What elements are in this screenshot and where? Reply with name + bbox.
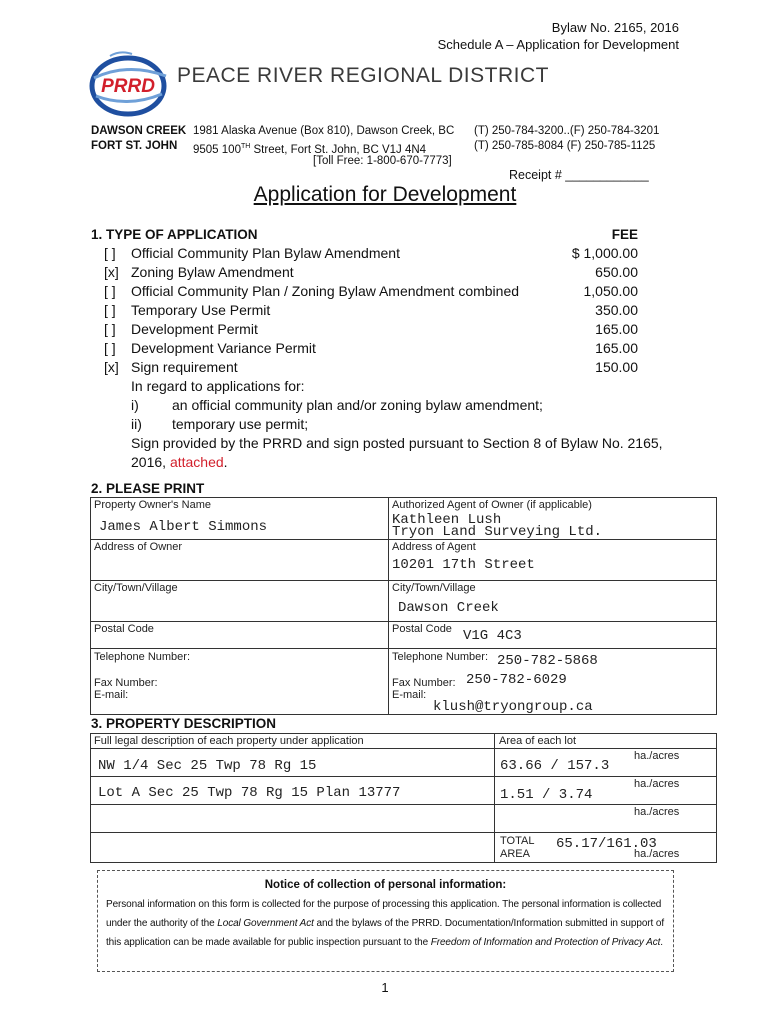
total-area-unit: ha./acres — [634, 848, 680, 860]
agent-city-field[interactable]: Dawson Creek — [398, 600, 499, 616]
fort-st-john-address: 9505 100TH Street, Fort St. John, BC V1J 4N4 — [193, 143, 427, 156]
area-label: Area of each lot — [499, 735, 577, 747]
application-fee: $ 1,000.00 — [571, 245, 638, 261]
attached-link[interactable]: attached — [169, 454, 224, 470]
agent-phone-label: Telephone Number: — [392, 651, 489, 663]
fort-st-john-phone: (T) 250-785-8084 (F) 250-785-1125 — [474, 140, 656, 152]
legal-description-label: Full legal description of each property under application — [94, 735, 364, 747]
notice-title: Notice of collection of personal information: — [264, 879, 507, 891]
section3-heading: 3. PROPERTY DESCRIPTION — [91, 716, 277, 731]
owner-name-field[interactable]: James Albert Simmons — [99, 519, 268, 535]
total-area-field[interactable]: 65.17/161.03 — [556, 836, 657, 852]
agent-label: Authorized Agent of Owner (if applicable) — [392, 499, 592, 511]
organization-name: PEACE RIVER REGIONAL DISTRICT — [177, 64, 549, 87]
application-fee: 650.00 — [595, 264, 638, 280]
agent-address-label: Address of Agent — [392, 541, 476, 553]
dawson-creek-label: DAWSON CREEK — [91, 125, 187, 137]
fort-st-john-label: FORT ST. JOHN — [91, 140, 178, 152]
fee-heading: FEE — [611, 227, 638, 242]
agent-phone-field[interactable]: 250-782-5868 — [497, 653, 598, 669]
owner-address-label: Address of Owner — [94, 541, 183, 553]
agent-email-field[interactable]: klush@tryongroup.ca — [433, 699, 593, 715]
schedule-title: Schedule A – Application for Development — [437, 37, 679, 52]
privacy-notice — [97, 870, 674, 972]
owner-fax-label: Fax Number: — [94, 677, 158, 689]
agent-company-field[interactable]: Tryon Land Surveying Ltd. — [392, 524, 603, 540]
agent-city-label: City/Town/Village — [392, 582, 476, 594]
agent-postal-label: Postal Code — [392, 623, 452, 635]
area-field[interactable]: 1.51 / 3.74 — [500, 787, 593, 803]
prrd-logo — [88, 48, 172, 118]
application-type-label: Sign requirement — [131, 359, 238, 375]
application-type-label: Zoning Bylaw Amendment — [131, 264, 294, 280]
section1-heading: 1. TYPE OF APPLICATION — [91, 227, 258, 242]
application-type-label: Temporary Use Permit — [131, 302, 271, 318]
application-type-label: Development Variance Permit — [131, 340, 316, 356]
agent-postal-field[interactable]: V1G 4C3 — [463, 628, 522, 644]
section2-heading: 2. PLEASE PRINT — [91, 481, 205, 496]
owner-city-label: City/Town/Village — [94, 582, 178, 594]
regard-text: In regard to applications for: — [131, 378, 305, 394]
application-type-checkbox[interactable]: [ ] — [104, 302, 116, 318]
dawson-creek-address: 1981 Alaska Avenue (Box 810), Dawson Creek, BC — [193, 125, 455, 137]
application-type-checkbox[interactable]: [ ] — [104, 245, 116, 261]
agent-fax-label: Fax Number: — [392, 677, 456, 689]
notice-body: Personal information on this form is collected for the purpose of processing this application. The personal information is collected under the authority of the Local Government Act and the bylaws of the PRRD. Documentation/Information submitted in support of this application can be made available for public inspection pursuant to the Freedom of Information and Protection of Privacy Act. — [106, 899, 665, 948]
sign-text-line1: Sign provided by the PRRD and sign posted pursuant to Section 8 of Bylaw No. 2165, — [131, 435, 663, 451]
sub-item-i-num: i) — [131, 397, 139, 413]
page-number: 1 — [381, 980, 389, 995]
logo-text: PRRD — [101, 76, 155, 97]
application-type-checkbox[interactable]: [x] — [104, 264, 119, 280]
sub-item-i: an official community plan and/or zoning bylaw amendment; — [172, 397, 543, 413]
application-type-label: Official Community Plan Bylaw Amendment — [131, 245, 400, 261]
legal-description-field[interactable]: NW 1/4 Sec 25 Twp 78 Rg 15 — [98, 758, 317, 774]
application-fee: 165.00 — [595, 321, 638, 337]
area-unit: ha./acres — [634, 750, 680, 762]
sign-text-line2: 2016, attached. — [131, 454, 228, 470]
sub-item-ii: temporary use permit; — [172, 416, 309, 432]
legal-description-field[interactable]: Lot A Sec 25 Twp 78 Rg 15 Plan 13777 — [98, 785, 401, 801]
agent-fax-field[interactable]: 250-782-6029 — [466, 672, 567, 688]
sub-item-ii-num: ii) — [131, 416, 142, 432]
application-type-label: Official Community Plan / Zoning Bylaw Amendment combined — [131, 283, 520, 299]
total-area-label-2: AREA — [500, 848, 530, 860]
owner-postal-label: Postal Code — [94, 623, 154, 635]
owner-name-label: Property Owner's Name — [94, 499, 212, 511]
agent-email-label: E-mail: — [392, 689, 427, 701]
application-type-checkbox[interactable]: [ ] — [104, 321, 116, 337]
bylaw-number: Bylaw No. 2165, 2016 — [551, 20, 679, 35]
agent-address-field[interactable]: 10201 17th Street — [392, 557, 535, 573]
application-fee: 165.00 — [595, 340, 638, 356]
application-type-label: Development Permit — [131, 321, 258, 337]
application-type-checkbox[interactable]: [x] — [104, 359, 119, 375]
application-type-checkbox[interactable]: [ ] — [104, 283, 116, 299]
owner-email-label: E-mail: — [94, 689, 129, 701]
area-unit: ha./acres — [634, 806, 680, 818]
area-field[interactable]: 63.66 / 157.3 — [500, 758, 610, 774]
toll-free: [Toll Free: 1-800-670-7773] — [313, 155, 452, 167]
owner-phone-label: Telephone Number: — [94, 651, 191, 663]
page-title: Application for Development — [253, 183, 517, 206]
area-unit: ha./acres — [634, 778, 680, 790]
application-fee: 150.00 — [595, 359, 638, 375]
dawson-creek-phone: (T) 250-784-3200..(F) 250-784-3201 — [474, 125, 660, 137]
total-area-label-1: TOTAL — [500, 835, 535, 847]
application-fee: 350.00 — [595, 302, 638, 318]
application-type-checkbox[interactable]: [ ] — [104, 340, 116, 356]
receipt-field: Receipt # ____________ — [509, 168, 649, 182]
agent-name-field[interactable]: Kathleen Lush — [392, 512, 502, 528]
application-fee: 1,050.00 — [583, 283, 638, 299]
